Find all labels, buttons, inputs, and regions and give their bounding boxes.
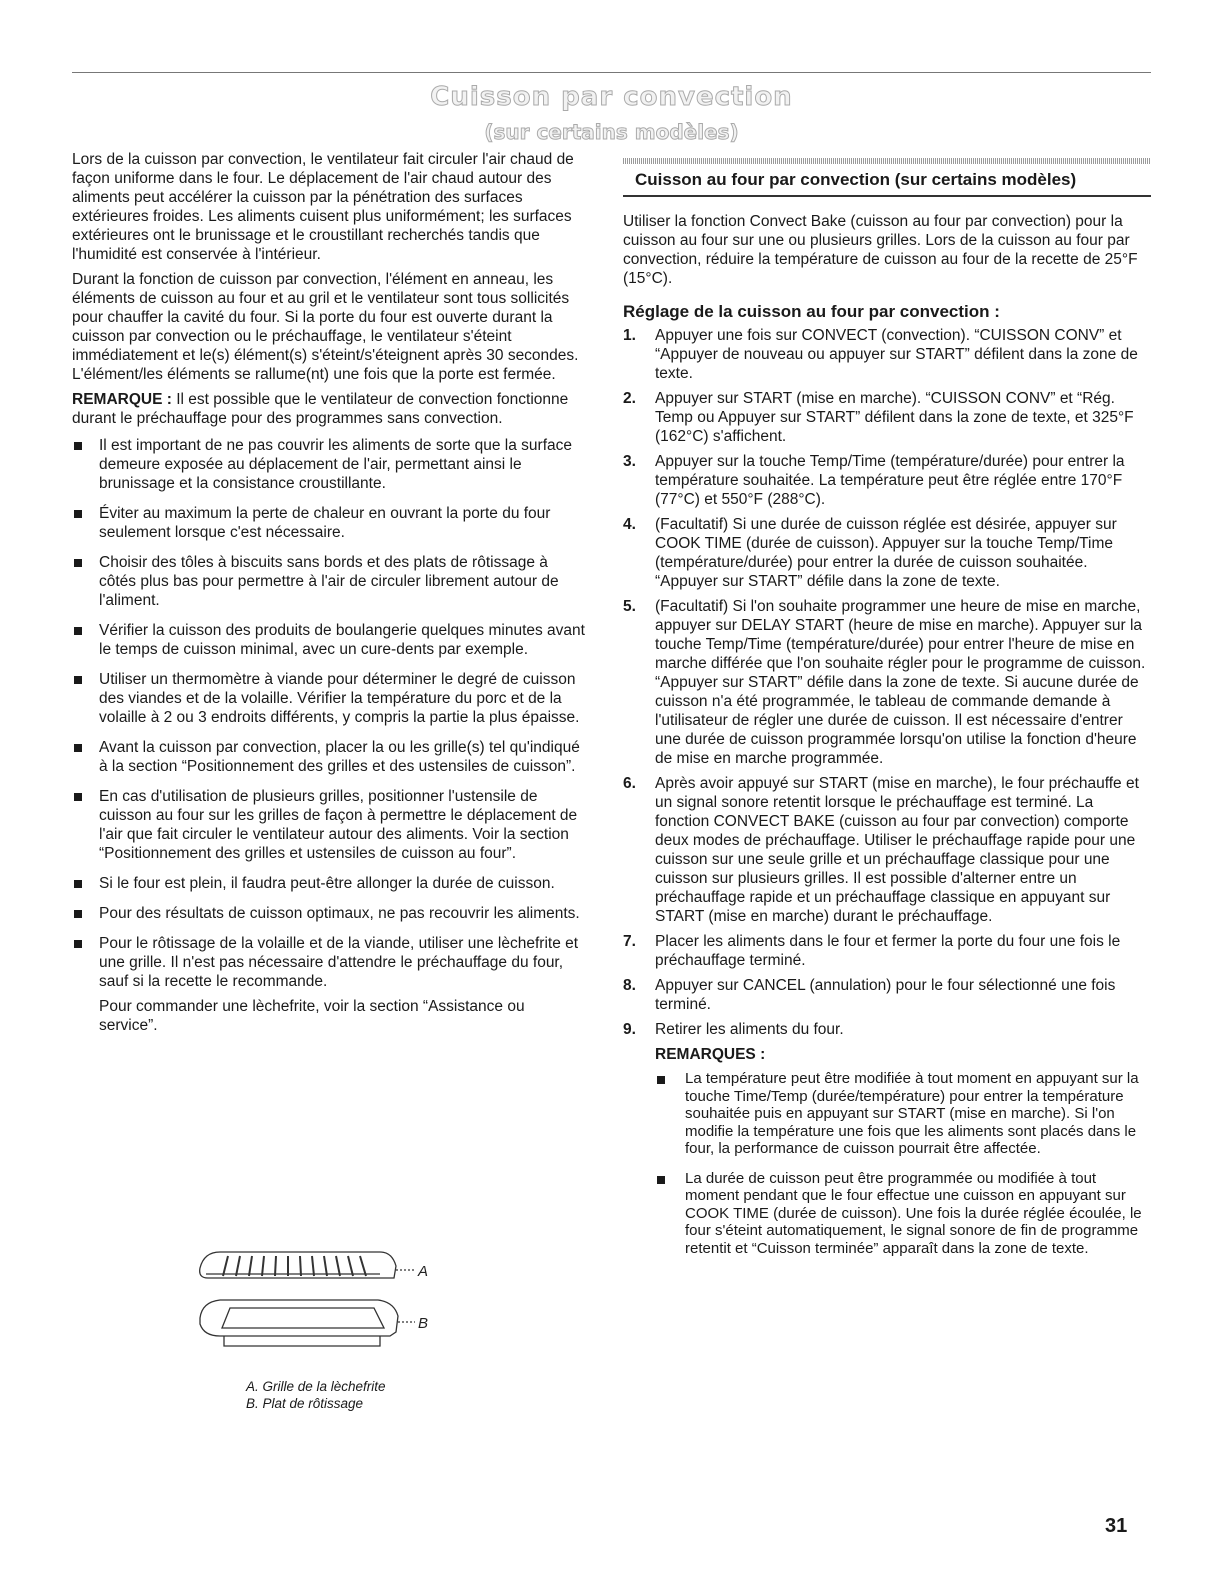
list-item	[623, 389, 1151, 446]
step-number: 3.	[623, 453, 636, 470]
list-item: La température peut être modifiée à tout moment en appuyant sur la touche Time/Temp (durée/température) pour entrer la température souhaitée puis en appuyant sur START (mise en marche). Si l'on modifie la température une fois que les aliments sont placés dans le four, la performance de cuisson pourrait être affectée.	[655, 1070, 1151, 1158]
broiler-grid-illustration	[200, 1252, 415, 1278]
page-title: Cuisson par convection	[430, 82, 793, 112]
figure-label-b: B	[418, 1315, 429, 1332]
right-column	[623, 158, 1151, 1269]
list-item	[623, 1020, 1151, 1039]
list-item: Utiliser un thermomètre à viande pour déterminer le degré de cuisson des viandes et de la volaille. Vérifier la température du porc et de la volaille à 2 ou 3 endroits différents, y compris la partie la plus épaisse.	[72, 670, 587, 727]
list-item	[623, 597, 1151, 768]
step-number: 8.	[623, 977, 636, 994]
remarques-label: REMARQUES :	[655, 1046, 766, 1063]
figure-caption	[246, 1378, 386, 1412]
caption-a: A. Grille de la lèchefrite	[246, 1379, 386, 1394]
step-number: 5.	[623, 598, 636, 615]
list-item	[623, 452, 1151, 509]
left-column	[72, 150, 587, 1041]
list-item	[623, 326, 1151, 383]
note-paragraph	[72, 390, 587, 428]
list-item	[623, 932, 1151, 970]
list-item: Il est important de ne pas couvrir les aliments de sorte que la surface demeure exposée au déplacement de l'air, permettant ainsi le brunissage et la consistance croustillante.	[72, 436, 587, 493]
step-text: Appuyer sur la touche Temp/Time (température/durée) pour entrer la température souhaitée. La température peut être réglée entre 170°F (77°C) et 550°F (288°C).	[655, 453, 1125, 508]
step-number: 1.	[623, 327, 636, 344]
list-item: Avant la cuisson par convection, placer la ou les grille(s) tel qu'indiqué à la section “Positionnement des grilles et des ustensiles de cuisson”.	[72, 738, 587, 776]
note-text: Il est possible que le ventilateur de convection fonctionne durant le préchauffage pour des programmes sans convection.	[72, 391, 569, 427]
remarques-list	[623, 1070, 1151, 1257]
section-title: Cuisson au four par convection (sur certains modèles)	[623, 170, 1151, 197]
page-number: 31	[1105, 1515, 1128, 1537]
intro-paragraph: Lors de la cuisson par convection, le ventilateur fait circuler l'air chaud de façon uniforme dans le four. Le déplacement de l'air chaud autour des aliments peut accélérer la cuisson par la pénétration des surfaces extérieures froides. Les aliments cuisent plus uniformément; les surfaces extérieures ont le brunissage et le croustillant recherchés tandis que l'humidité est conservée à l'intérieur.	[72, 151, 574, 263]
section-divider	[623, 158, 1151, 164]
section-intro: Utiliser la fonction Convect Bake (cuisson au four par convection) pour la cuisson au four sur une ou plusieurs grilles. Lors de la cuisson au four par convection, réduire la température de cuisson au four de la recette de 25°F (15°C).	[623, 213, 1138, 287]
step-text: Placer les aliments dans le four et fermer la porte du four une fois le préchauffage terminé.	[655, 933, 1121, 969]
list-item	[623, 976, 1151, 1014]
list-item	[623, 515, 1151, 591]
step-number: 7.	[623, 933, 636, 950]
setup-heading: Réglage de la cuisson au four par convection :	[623, 302, 1000, 321]
list-item: Vérifier la cuisson des produits de boulangerie quelques minutes avant le temps de cuisson minimal, avec un cure-dents par exemple.	[72, 621, 587, 659]
function-paragraph: Durant la fonction de cuisson par convection, l'élément en anneau, les éléments de cuisson au four et au gril et le ventilateur sont tous sollicités pour chauffer la cavité du four. Si la porte du four est ouverte durant la cuisson par convection ou le préchauffage, le ventilateur s'éteint immédiatement et le(s) élément(s) s'éteint/s'éteignent après 30 secondes. L'élément/les éléments se rallume(nt) une fois que la porte est fermée.	[72, 271, 579, 383]
figure-label-a: A	[418, 1263, 429, 1280]
step-text: (Facultatif) Si l'on souhaite programmer une heure de mise en marche, appuyer sur DELAY START (heure de mise en marche). Appuyer sur la touche Temp/Time (température/durée) pour entrer l'heure de mise en marche différée que l'on souhaite régler pour le programme de cuisson. “Appuyer sur START” défile dans la zone de texte. Si aucune durée de cuisson n'a été programmée, le tableau de commande demande à l'utilisateur de régler une durée de cuisson. Il est nécessaire d'entrer une durée de cuisson programmée lorsqu'on utilise la fonction d'heure de mise en marche programmée.	[655, 598, 1146, 767]
steps-list	[623, 326, 1151, 1039]
step-text: Appuyer sur START (mise en marche). “CUISSON CONV” et “Rég. Temp ou Appuyer sur START” défilent dans la zone de texte, et 325°F (162°C) s'affichent.	[655, 390, 1134, 445]
list-item: En cas d'utilisation de plusieurs grilles, positionner l'ustensile de cuisson au four sur les grilles de façon à permettre le déplacement de l'air que fait circuler le ventilateur autour des aliments. Voir la section “Positionnement des grilles et ustensiles de cuisson au four”.	[72, 787, 587, 863]
step-number: 9.	[623, 1021, 636, 1038]
list-item: Pour des résultats de cuisson optimaux, ne pas recouvrir les aliments.	[72, 904, 587, 923]
top-rule	[72, 72, 1151, 73]
list-item: Si le four est plein, il faudra peut-être allonger la durée de cuisson.	[72, 874, 587, 893]
step-number: 6.	[623, 775, 636, 792]
step-text: Retirer les aliments du four.	[655, 1021, 844, 1038]
list-item: La durée de cuisson peut être programmée ou modifiée à tout moment pendant que le four effectue une cuisson en appuyant sur COOK TIME (durée de cuisson). Une fois la durée réglée écoulée, le four s'éteint automatiquement, le signal sonore de fin de programme retentit et “Cuisson terminée” apparaît dans la zone de texte.	[655, 1170, 1151, 1258]
note-label: REMARQUE :	[72, 391, 172, 408]
step-number: 2.	[623, 390, 636, 407]
order-paragraph: Pour commander une lèchefrite, voir la section “Assistance ou service”.	[99, 998, 525, 1034]
broiler-pan-figure	[190, 1248, 430, 1368]
list-item: Éviter au maximum la perte de chaleur en ouvrant la porte du four seulement lorsque c'est nécessaire.	[72, 504, 587, 542]
step-number: 4.	[623, 516, 636, 533]
page-subtitle: (sur certains modèles)	[484, 120, 739, 144]
list-item	[623, 774, 1151, 926]
step-text: Après avoir appuyé sur START (mise en marche), le four préchauffe et un signal sonore retentit lorsque le préchauffage est terminé. La fonction CONVECT BAKE (cuisson au four par convection) comporte deux modes de préchauffage. Utiliser le préchauffage rapide pour une cuisson sur une seule grille et un préchauffage classique pour une cuisson sur plusieurs grilles. Il est possible d'alterner entre un préchauffage rapide et un préchauffage classique en appuyant sur START (mise en marche) durant le préchauffage.	[655, 775, 1139, 925]
caption-b: B. Plat de rôtissage	[246, 1396, 364, 1411]
step-text: Appuyer sur CANCEL (annulation) pour le four sélectionné une fois terminé.	[655, 977, 1116, 1013]
roasting-pan-illustration	[200, 1300, 415, 1346]
tips-list	[72, 436, 587, 991]
step-text: Appuyer une fois sur CONVECT (convection). “CUISSON CONV” et “Appuyer de nouveau ou appuyer sur START” défilent dans la zone de texte.	[655, 327, 1138, 382]
list-item: Pour le rôtissage de la volaille et de la viande, utiliser une lèchefrite et une grille. Il n'est pas nécessaire d'attendre le préchauffage du four, sauf si la recette le recommande.	[72, 934, 587, 991]
list-item: Choisir des tôles à biscuits sans bords et des plats de rôtissage à côtés plus bas pour permettre à l'air de circuler librement autour de l'aliment.	[72, 553, 587, 610]
step-text: (Facultatif) Si une durée de cuisson réglée est désirée, appuyer sur COOK TIME (durée de cuisson). Appuyer sur la touche Temp/Time (température/durée) pour entrer la durée de cuisson souhaitée. “Appuyer sur START” défile dans la zone de texte.	[655, 516, 1117, 590]
